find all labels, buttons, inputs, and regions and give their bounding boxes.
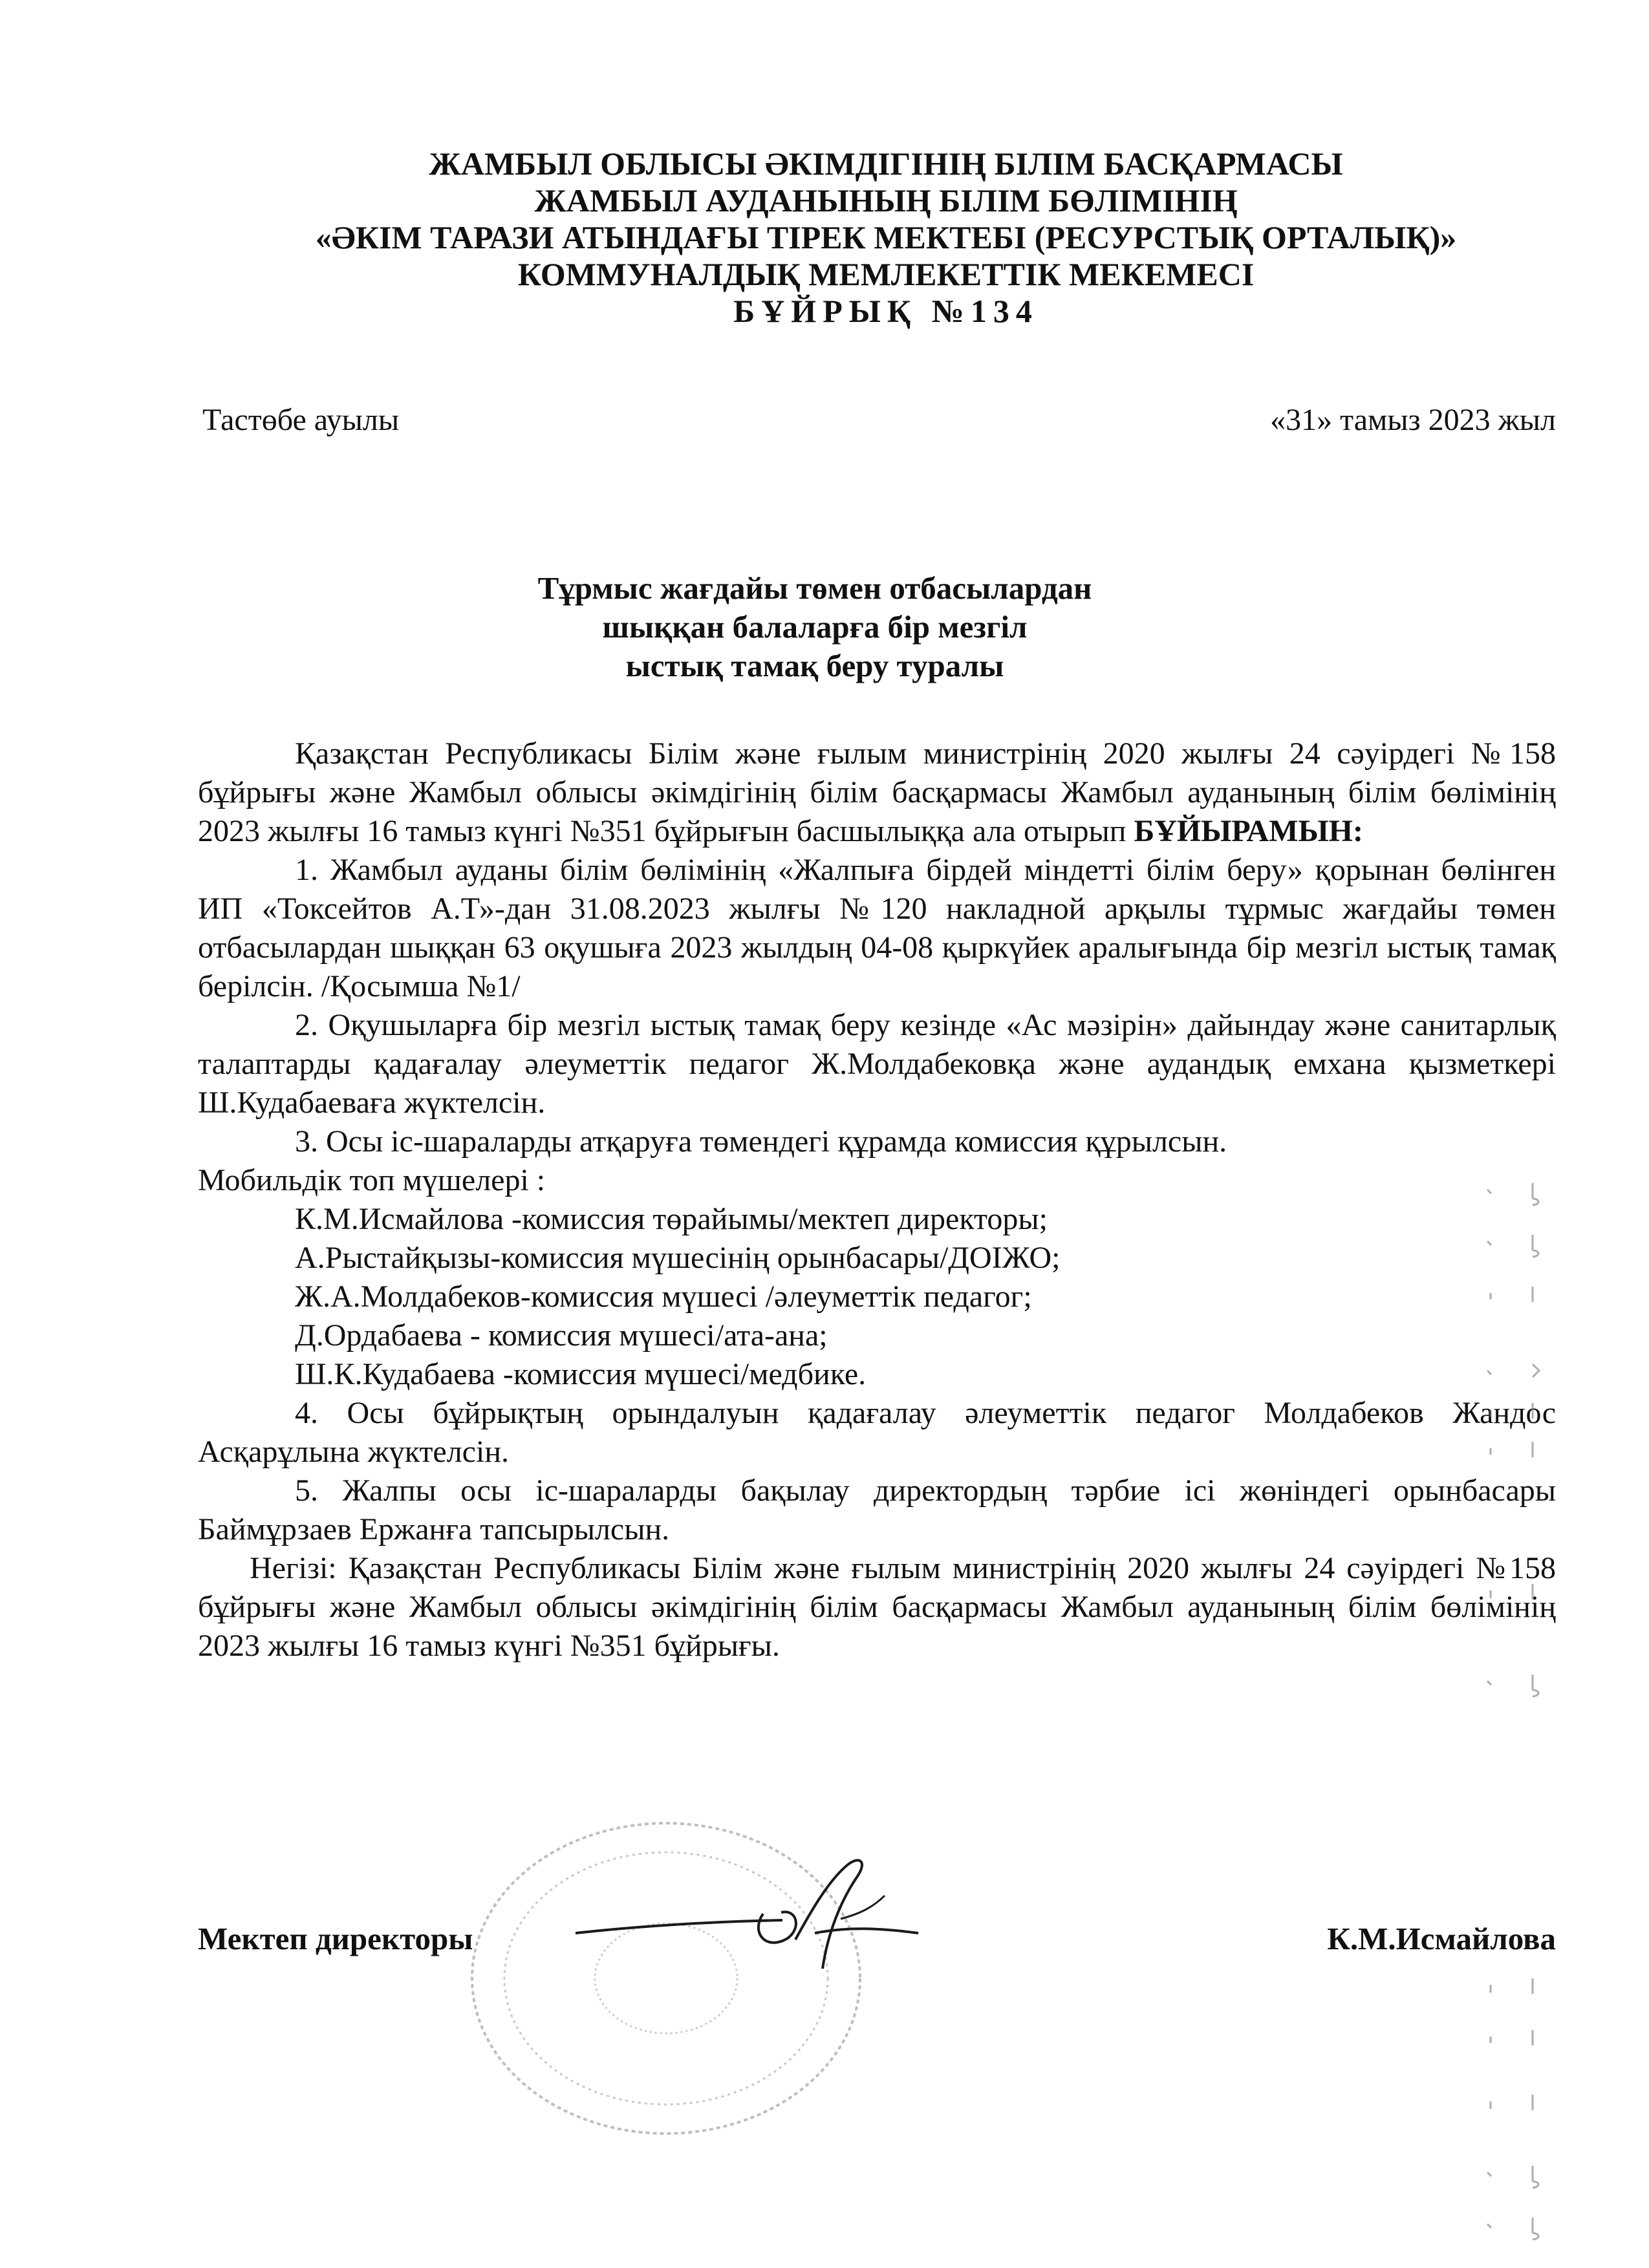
basis-paragraph: Негізі: Қазақстан Республикасы Білім және ғылым министрінің 2020 жылғы 24 сәуірдегі №158 бұйрығы және Жамбыл облысы әкімдігінің білім басқармасы Жамбыл ауданының білім бөлімінің 2023 жылғы 16 тамыз күнгі №351 бұйрығы.	[198, 1551, 1556, 1663]
header-line-1: ЖАМБЫЛ ОБЛЫСЫ ӘКІМДІГІНІҢ БІЛІМ БАСҚАРМАСЫ	[429, 145, 1343, 182]
order-body	[198, 734, 1556, 1665]
item-1: 1. Жамбыл ауданы білім бөлімінің «Жалпыға бірдей міндетті білім беру» қорынан бөлінген ИП «Токсейтов А.Т»-дан 31.08.2023 жылғы №120 накладной арқылы тұрмыс жағдайы төмен отбасылардан шыққан 63 оқушыға 2023 жылдың 04-08 қыркүйек аралығында бір мезгіл ыстық тамақ берілсін. /Қосымша №1/	[198, 853, 1556, 1003]
members-label: Мобильдік топ мүшелері :	[198, 1163, 546, 1197]
signatory-role: Мектеп директоры	[198, 1921, 473, 1956]
order-word: БҰЙЫРАМЫН:	[1134, 814, 1363, 848]
signature-icon	[569, 1836, 931, 1978]
member-1: К.М.Исмайлова -комиссия төрайымы/мектеп директоры;	[295, 1202, 1048, 1236]
member-2: А.Рыстайқызы-комиссия мүшесінің орынбасары/ДОІЖО;	[295, 1241, 1061, 1275]
item-5: 5. Жалпы осы іс-шараларды бақылау директордың тәрбие ісі жөніндегі орынбасары Баймұрзаев Ержанға тапсырылсын.	[198, 1473, 1556, 1546]
order-date: «31» тамыз 2023 жыл	[1270, 403, 1556, 437]
document-header	[162, 145, 1610, 330]
item-4: 4. Осы бұйрықтың орындалуын қадағалау әлеуметтік педагог Молдабеков Жандос Асқарұлына жүктелсін.	[198, 1396, 1556, 1469]
place-name: Тастөбе ауылы	[202, 403, 400, 437]
subject-line-2: шыққан балаларға бір мезгіл	[602, 609, 1028, 645]
intro-paragraph	[198, 734, 1556, 851]
header-line-3: «ӘКІМ ТАРАЗИ АТЫНДАҒЫ ТІРЕК МЕКТЕБІ (РЕСУРСТЫҚ ОРТАЛЫҚ)»	[315, 219, 1457, 255]
member-4: Д.Ордабаева - комиссия мүшесі/ата-ана;	[295, 1318, 828, 1353]
order-subject	[388, 569, 1242, 685]
item-3: 3. Осы іс-шараларды атқаруға төмендегі құрамда комиссия құрылсын.	[295, 1124, 1227, 1159]
item-2: 2. Оқушыларға бір мезгіл ыстық тамақ беру кезінде «Ас мәзірін» дайындау және санитарлық талаптарды қадағалау әлеуметтік педагог Ж.Молдабековқа және аудандық емхана қызметкері Ш.Кудабаеваға жүктелсін.	[198, 1008, 1556, 1120]
intro-text: Қазақстан Республикасы Білім және ғылым министрінің 2020 жылғы 24 сәуірдегі №158 бұйрығы және Жамбыл облысы әкімдігінің білім басқармасы Жамбыл ауданының білім бөлімінің 2023 жылғы 16 тамыз күнгі №351 бұйрығын басшылыққа ала отырып	[198, 736, 1556, 848]
subject-line-1: Тұрмыс жағдайы төмен отбасылардан	[537, 570, 1092, 606]
member-5: Ш.К.Кудабаева -комиссия мүшесі/медбике.	[295, 1357, 867, 1391]
subject-line-3: ыстық тамақ беру туралы	[625, 648, 1004, 683]
signatory-name: К.М.Исмайлова	[1327, 1921, 1556, 1956]
margin-scan-marks-icon	[1468, 1177, 1558, 2263]
order-number: БҰЙРЫҚ №134	[733, 293, 1039, 329]
header-line-2: ЖАМБЫЛ АУДАНЫНЫҢ БІЛІМ БӨЛІМІНІҢ	[534, 182, 1238, 219]
header-line-4: КОММУНАЛДЫҚ МЕМЛЕКЕТТІК МЕКЕМЕСІ	[517, 256, 1255, 292]
member-3: Ж.А.Молдабеков-комиссия мүшесі /әлеуметтік педагог;	[295, 1279, 1032, 1314]
